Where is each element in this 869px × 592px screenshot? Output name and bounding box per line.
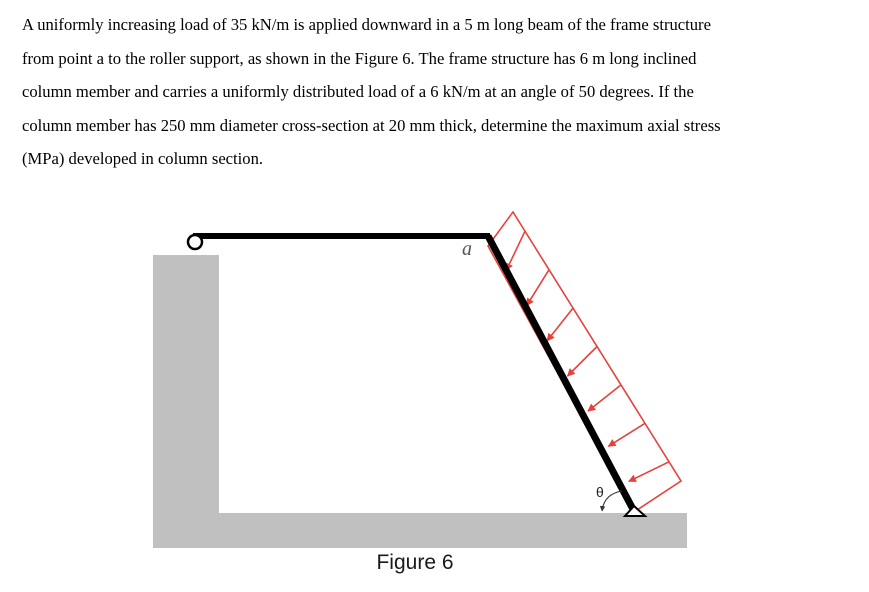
roller-support [188, 235, 202, 249]
problem-line-3: column member and carries a uniformly distributed load of a 6 kN/m at an angle of 50 degrees. If the [22, 82, 694, 101]
distributed-load [488, 212, 681, 512]
angle-label: θ [596, 484, 604, 500]
point-label-a: a [462, 238, 472, 260]
load-arrow [568, 347, 598, 377]
problem-line-2: from point a to the roller support, as shown in the Figure 6. The frame structure has 6 m long inclined [22, 48, 697, 68]
load-arrow [588, 385, 621, 411]
load-arrow [608, 423, 645, 446]
problem-line-1: A uniformly increasing load of 35 kN/m is applied downward in a 5 m long beam of the frame structure [22, 15, 711, 34]
load-outline [488, 212, 681, 512]
problem-line-5: (MPa) developed in column section. [22, 149, 264, 168]
ground-support [153, 513, 687, 548]
inclined-column [488, 236, 635, 513]
figure-caption: Figure 6 [376, 551, 454, 574]
load-arrow [629, 462, 669, 482]
load-arrow [506, 231, 525, 270]
left-support-wall [153, 255, 219, 548]
load-arrow [547, 308, 573, 341]
problem-line-4: column member has 250 mm diameter cross-section at 20 mm thick, determine the maximum axial stress [22, 115, 721, 135]
load-arrow [527, 270, 549, 306]
angle-arc [602, 491, 622, 511]
